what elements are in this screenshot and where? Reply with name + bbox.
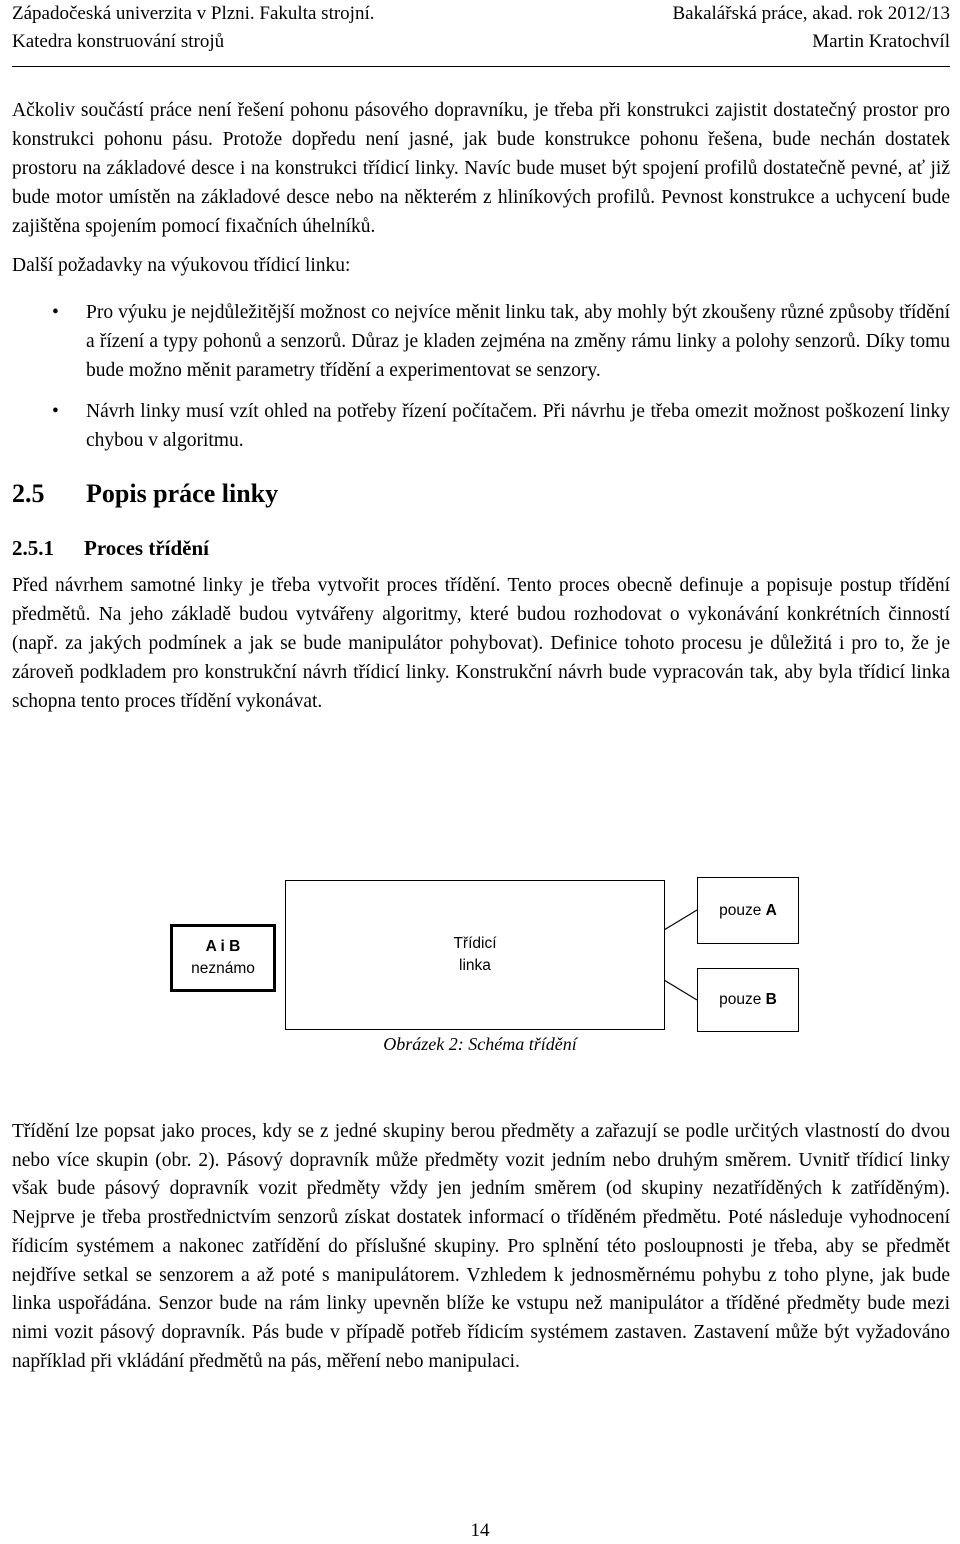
connector-line: [664, 980, 697, 1000]
section-heading: [12, 477, 950, 511]
page-body: [12, 96, 950, 716]
paragraph-sorting-description: Třídění lze popsat jako proces, kdy se z jedné skupiny berou předměty a zařazují se podle určitých vlastností do dvou nebo více skupin (obr. 2). Pásový dopravník může předměty vozit jedním nebo druhým směrem. Uvnitř třídicí linky však bude pásový dopravník vozit předměty vždy jen jedním směrem (od skupiny nezatříděných k zatříděným). Nejprve je třeba prostřednictvím senzorů získat dostatek informací o tříděném předmětu. Poté následuje vyhodnocení řídicím systémem a nakonec zatřídění do příslušné skupiny. Pro splnění této posloupnosti je třeba, aby se předmět nejdříve setkal se senzorem a až poté s manipulátorem. Vzhledem k jednosměrnému pohybu z toho plyne, jak bude linka uspořádána. Senzor bude na rám linky upevněn blíže ke vstupu než manipulátor a tříděné předměty bude mezi nimi vozit pásový dopravník. Pás bude v případě potřeb řídicím systémem zastaven. Zastavení může být vyžadováno například při vkládání předmětů na pás, měření nebo manipulaci.: [12, 1121, 950, 1372]
output-box-a: [697, 877, 799, 944]
header-row-2: [12, 28, 950, 56]
list-item-text: Pro výuku je nejdůležitější možnost co nejvíce měnit linku tak, aby mohly být zkoušeny různé způsoby třídění a řízení a typy pohonů a senzorů. Důraz je kladen zejména na změny rámu linky a polohy senzorů. Díky tomu bude možno měnit parametry třídění a experimentovat se senzory.: [86, 302, 950, 381]
list-item: [12, 397, 950, 455]
list-item: [12, 298, 950, 385]
header-department: Katedra konstruování strojů: [12, 31, 225, 52]
connector-line: [664, 910, 697, 930]
header-row-1: [12, 0, 950, 28]
paragraph-drive-space: Ačkoliv součástí práce není řešení pohonu pásového dopravníku, je třeba při konstrukci zajistit dostatečný prostor pro konstrukci pohonu pásu. Protože dopředu není jasné, jak bude konstrukce pohonu řešena, bude nechán dostatek prostoru na základové desce i na konstrukci třídicí linky. Navíc bude muset být spojení profilů dostatečně pevné, ať již bude motor umístěn na základové desce nebo na některém z hliníkových profilů. Pevnost konstrukce a uchycení bude zajištěna spojením pomocí fixačních úhelníků.: [12, 100, 950, 237]
sorter-line2: linka: [459, 957, 491, 974]
header-thesis-info: Bakalářská práce, akad. rok 2012/13: [672, 3, 950, 24]
subsection-number: 2.5.1: [12, 536, 54, 560]
paragraph-requirements-intro: Další požadavky na výukovou třídicí linku:: [12, 255, 351, 276]
input-group-line1: A i B: [205, 938, 241, 955]
bullet-icon: •: [52, 302, 59, 323]
sorter-line1: Třídicí: [453, 935, 497, 952]
page-number: 14: [470, 1520, 490, 1541]
section-number: 2.5: [12, 479, 45, 508]
input-group-line2: neznámo: [191, 960, 255, 977]
section-title: Popis práce linky: [86, 479, 279, 508]
output-a-label: pouze A: [719, 901, 777, 919]
output-box-b: [697, 968, 799, 1032]
page-header: [12, 0, 950, 67]
sorter-box: [285, 880, 665, 1030]
output-b-label: pouze B: [719, 991, 777, 1008]
paragraph-sorting-process: Před návrhem samotné linky je třeba vytvořit proces třídění. Tento proces obecně definuje a popisuje postup třídění předmětů. Na jeho základě budou vytvářeny algoritmy, které budou rozhodovat o vykonávání konkrétních činností (např. za jakých podmínek a jak se bude manipulátor pohybovat). Definice tohoto procesu je důležitá i pro to, že je zároveň podkladem pro konstrukční návrh třídicí linky. Konstrukční návrh bude vypracován tak, aby byla třídicí linka schopna tento proces třídění vykonávat.: [12, 575, 950, 712]
header-university: Západočeská univerzita v Plzni. Fakulta strojní.: [12, 3, 375, 24]
input-group-box: [170, 924, 276, 992]
figure-caption: Obrázek 2: Schéma třídění: [383, 1034, 577, 1054]
requirements-list: [12, 298, 950, 455]
subsection-title: Proces třídění: [84, 536, 209, 560]
bullet-icon: •: [52, 401, 59, 422]
header-author: Martin Kratochvíl: [812, 31, 950, 52]
subsection-heading: [12, 533, 950, 563]
list-item-text: Návrh linky musí vzít ohled na potřeby řízení počítačem. Při návrhu je třeba omezit možnost poškození linky chybou v algoritmu.: [86, 401, 950, 451]
